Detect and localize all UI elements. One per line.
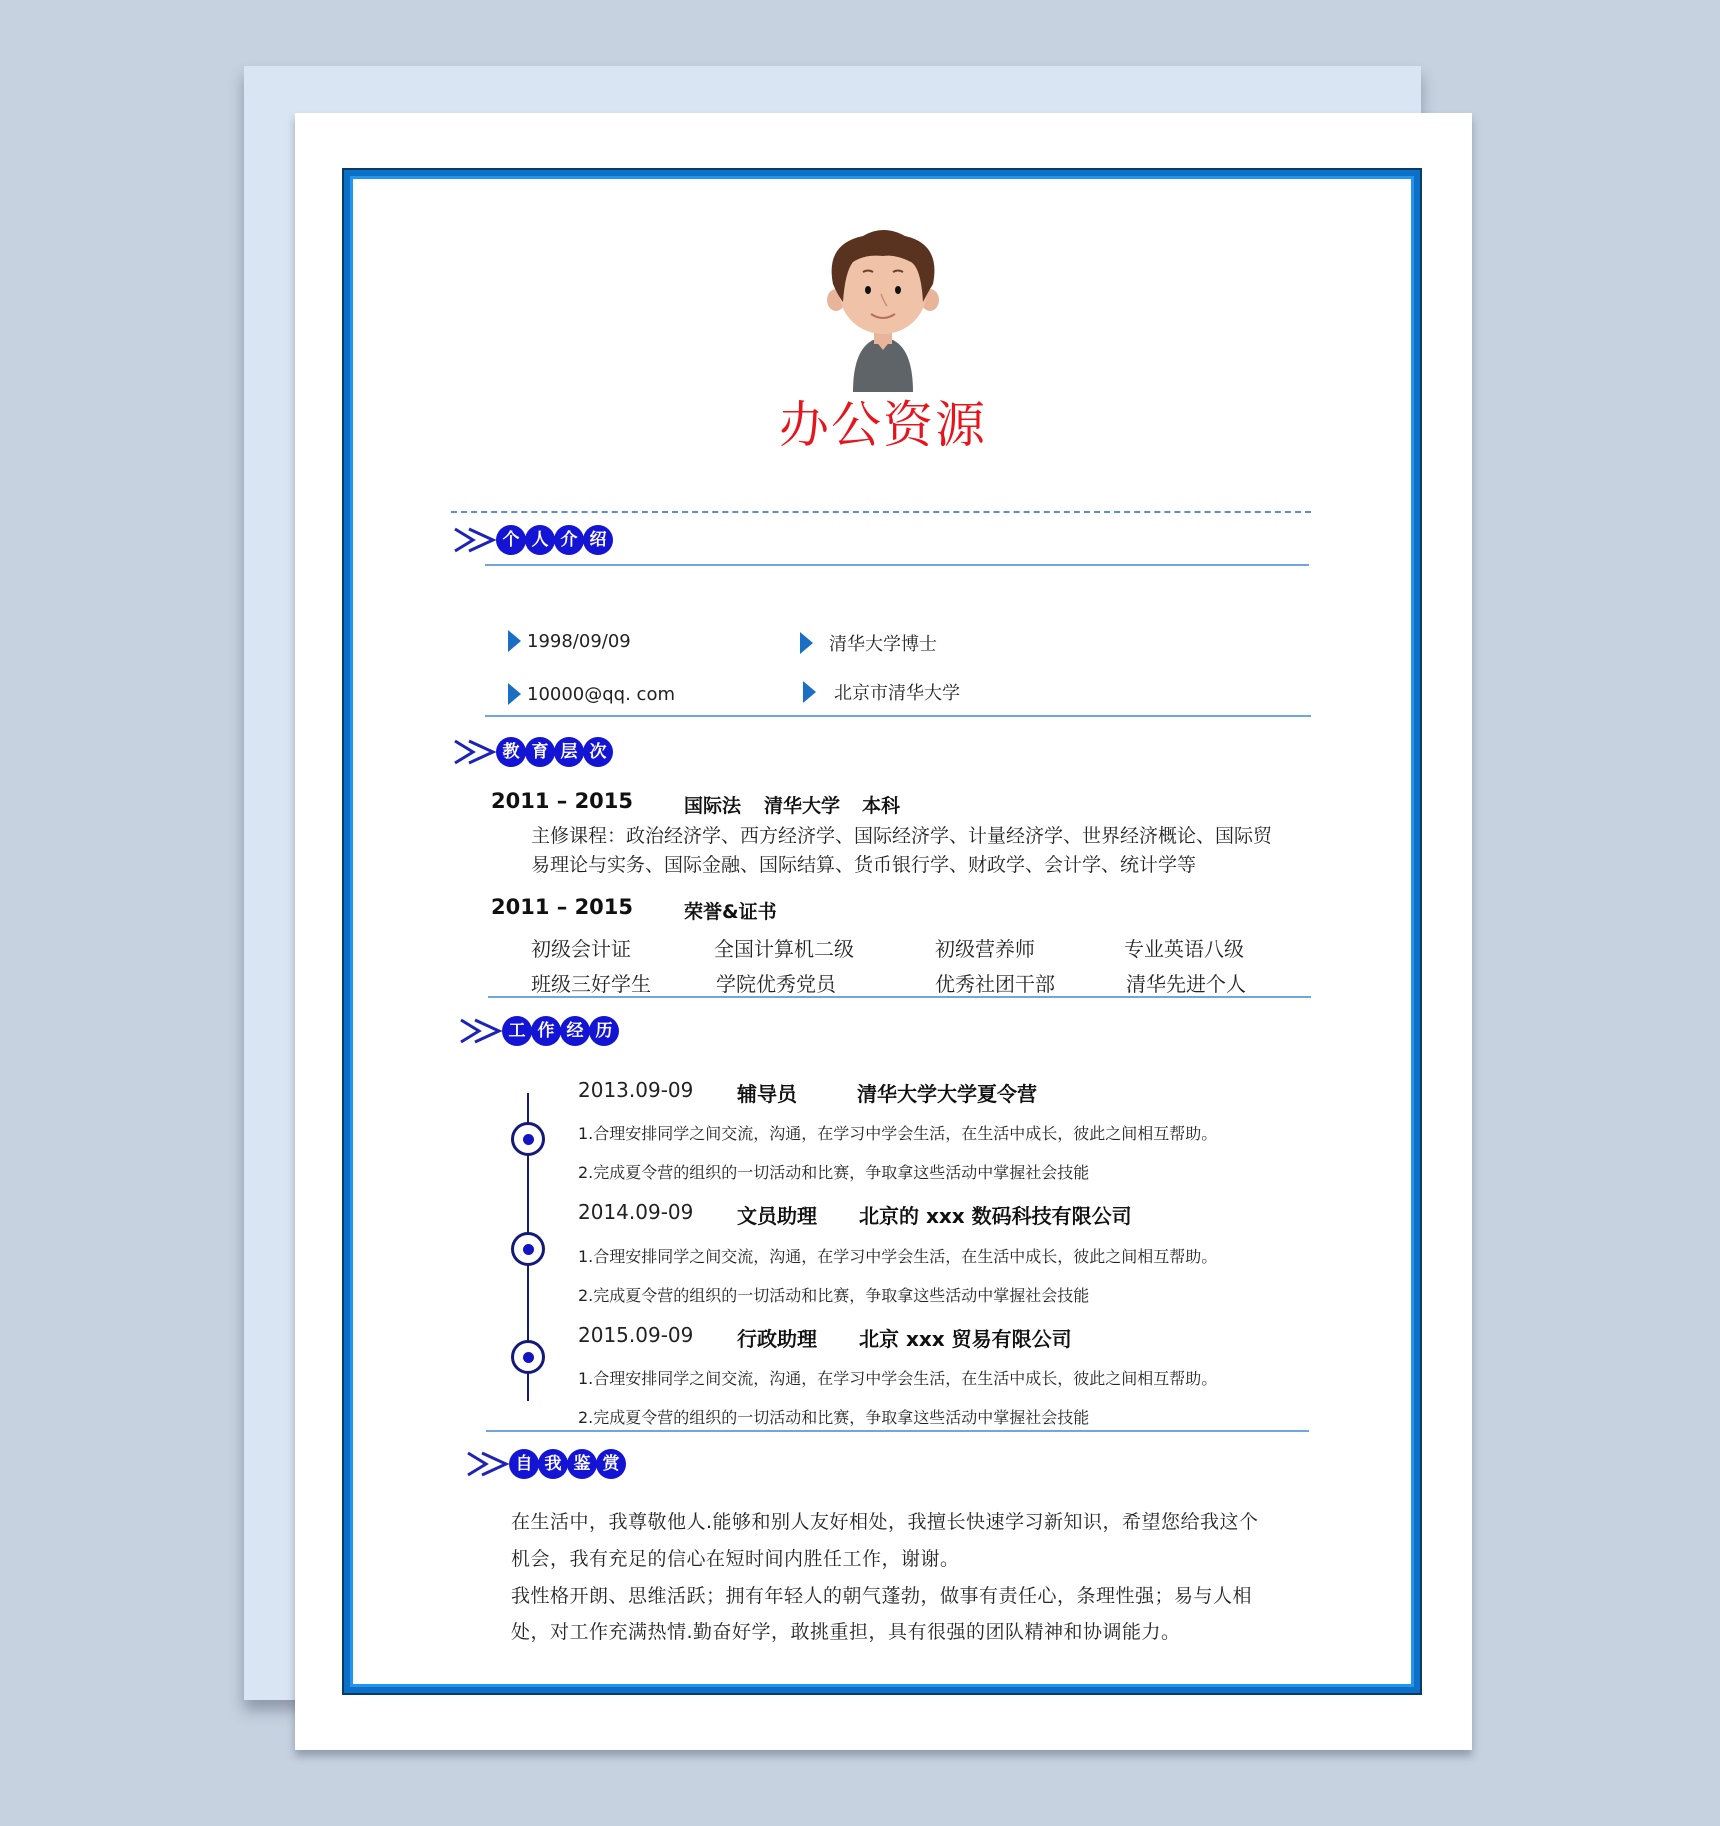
- section-title-char: 作: [531, 1016, 561, 1046]
- degree-value: 清华大学博士: [829, 634, 937, 655]
- job-date: 2014.09-09: [578, 1200, 694, 1224]
- timeline-node-icon: [511, 1232, 545, 1266]
- job-role: 行政助理: [737, 1327, 817, 1351]
- job-desc-2: 2.完成夏令营的组织的一切活动和比赛，争取拿这些活动中掌握社会技能: [578, 1408, 1090, 1427]
- double-chevron-icon: [453, 525, 497, 555]
- honor-item: 初级营养师: [935, 937, 1035, 961]
- section-title-char: 人: [525, 525, 555, 555]
- section-rule: [488, 996, 1311, 998]
- section-header-work: [459, 1014, 619, 1048]
- edu-courses-line2: 易理论与实务、国际金融、国际结算、货币银行学、财政学、会计学、统计学等: [531, 854, 1197, 876]
- honor-item: 优秀社团干部: [935, 972, 1055, 996]
- section-header-education: [453, 735, 613, 769]
- resume-name: 办公资源: [779, 396, 987, 454]
- section-header-self-eval: [466, 1447, 626, 1481]
- triangle-bullet-icon: [508, 683, 521, 705]
- job-role: 辅导员: [737, 1082, 797, 1106]
- self-eval-line: 在生活中，我尊敬他人.能够和别人友好相处，我擅长快速学习新知识，希望您给我这个: [511, 1511, 1259, 1533]
- honor-item: 学院优秀党员: [716, 972, 836, 996]
- job-company: 北京 xxx 贸易有限公司: [859, 1327, 1072, 1351]
- edu-school: 清华大学: [764, 795, 841, 817]
- honors-years: 2011 – 2015: [491, 895, 634, 919]
- address-value: 北京市清华大学: [834, 683, 960, 704]
- section-rule: [486, 1430, 1309, 1432]
- section-title-char: 工: [502, 1016, 532, 1046]
- job-desc-2: 2.完成夏令营的组织的一切活动和比赛，争取拿这些活动中掌握社会技能: [578, 1286, 1090, 1305]
- birthday-value: 1998/09/09: [527, 630, 631, 652]
- honor-item: 全国计算机二级: [714, 937, 854, 961]
- avatar-icon: [823, 222, 943, 392]
- section-title-char: 赏: [596, 1449, 626, 1479]
- job-desc-1: 1.合理安排同学之间交流，沟通，在学习中学会生活，在生活中成长，彼此之间相互帮助。: [578, 1369, 1218, 1388]
- section-title-char: 育: [525, 737, 555, 767]
- section-title-char: 层: [554, 737, 584, 767]
- job-company: 北京的 xxx 数码科技有限公司: [859, 1204, 1132, 1228]
- triangle-bullet-icon: [800, 632, 813, 654]
- section-title-char: 我: [538, 1449, 568, 1479]
- job-role: 文员助理: [737, 1204, 817, 1228]
- triangle-bullet-icon: [508, 630, 521, 652]
- edu-major: 国际法: [684, 795, 742, 817]
- self-eval-line: 机会，我有充足的信心在短时间内胜任工作，谢谢。: [511, 1548, 960, 1570]
- job-desc-1: 1.合理安排同学之间交流，沟通，在学习中学会生活，在生活中成长，彼此之间相互帮助。: [578, 1247, 1218, 1266]
- honor-item: 专业英语八级: [1124, 937, 1244, 961]
- section-title-char: 绍: [583, 525, 613, 555]
- email-value: 10000@qq. com: [527, 683, 675, 705]
- job-company: 清华大学大学夏令营: [857, 1082, 1037, 1106]
- section-title-char: 历: [589, 1016, 619, 1046]
- job-desc-2: 2.完成夏令营的组织的一切活动和比赛，争取拿这些活动中掌握社会技能: [578, 1163, 1090, 1182]
- honor-item: 清华先进个人: [1126, 972, 1246, 996]
- section-header-personal: [453, 523, 613, 557]
- info-email: [508, 683, 675, 705]
- honors-title: 荣誉&证书: [684, 901, 777, 923]
- section-title-char: 自: [509, 1449, 539, 1479]
- self-eval-line: 我性格开朗、思维活跃；拥有年轻人的朝气蓬勃，做事有责任心，条理性强；易与人相: [511, 1585, 1253, 1607]
- timeline-node-icon: [511, 1340, 545, 1374]
- timeline-node-icon: [511, 1122, 545, 1156]
- section-rule: [485, 715, 1311, 717]
- section-title-char: 鉴: [567, 1449, 597, 1479]
- info-address: [803, 679, 960, 705]
- double-chevron-icon: [453, 737, 497, 767]
- job-desc-1: 1.合理安排同学之间交流，沟通，在学习中学会生活，在生活中成长，彼此之间相互帮助。: [578, 1124, 1218, 1143]
- edu-level: 本科: [862, 795, 901, 817]
- section-title-char: 经: [560, 1016, 590, 1046]
- top-dashed-divider: [451, 511, 1311, 513]
- job-date: 2013.09-09: [578, 1078, 694, 1102]
- edu-courses-line1: 主修课程：政治经济学、西方经济学、国际经济学、计量经济学、世界经济概论、国际贸: [531, 825, 1273, 847]
- section-title-char: 介: [554, 525, 584, 555]
- self-eval-line: 处，对工作充满热情.勤奋好学，敢挑重担，具有很强的团队精神和协调能力。: [511, 1621, 1181, 1643]
- info-degree: [800, 630, 937, 656]
- section-title-char: 个: [496, 525, 526, 555]
- info-birthday: [508, 630, 631, 652]
- section-title-char: 教: [496, 737, 526, 767]
- edu-years: 2011 – 2015: [491, 789, 634, 813]
- honor-item: 初级会计证: [531, 937, 631, 961]
- triangle-bullet-icon: [803, 681, 816, 703]
- double-chevron-icon: [466, 1449, 510, 1479]
- job-date: 2015.09-09: [578, 1323, 694, 1347]
- double-chevron-icon: [459, 1016, 503, 1046]
- section-title-char: 次: [583, 737, 613, 767]
- section-rule: [485, 564, 1309, 566]
- honor-item: 班级三好学生: [531, 972, 651, 996]
